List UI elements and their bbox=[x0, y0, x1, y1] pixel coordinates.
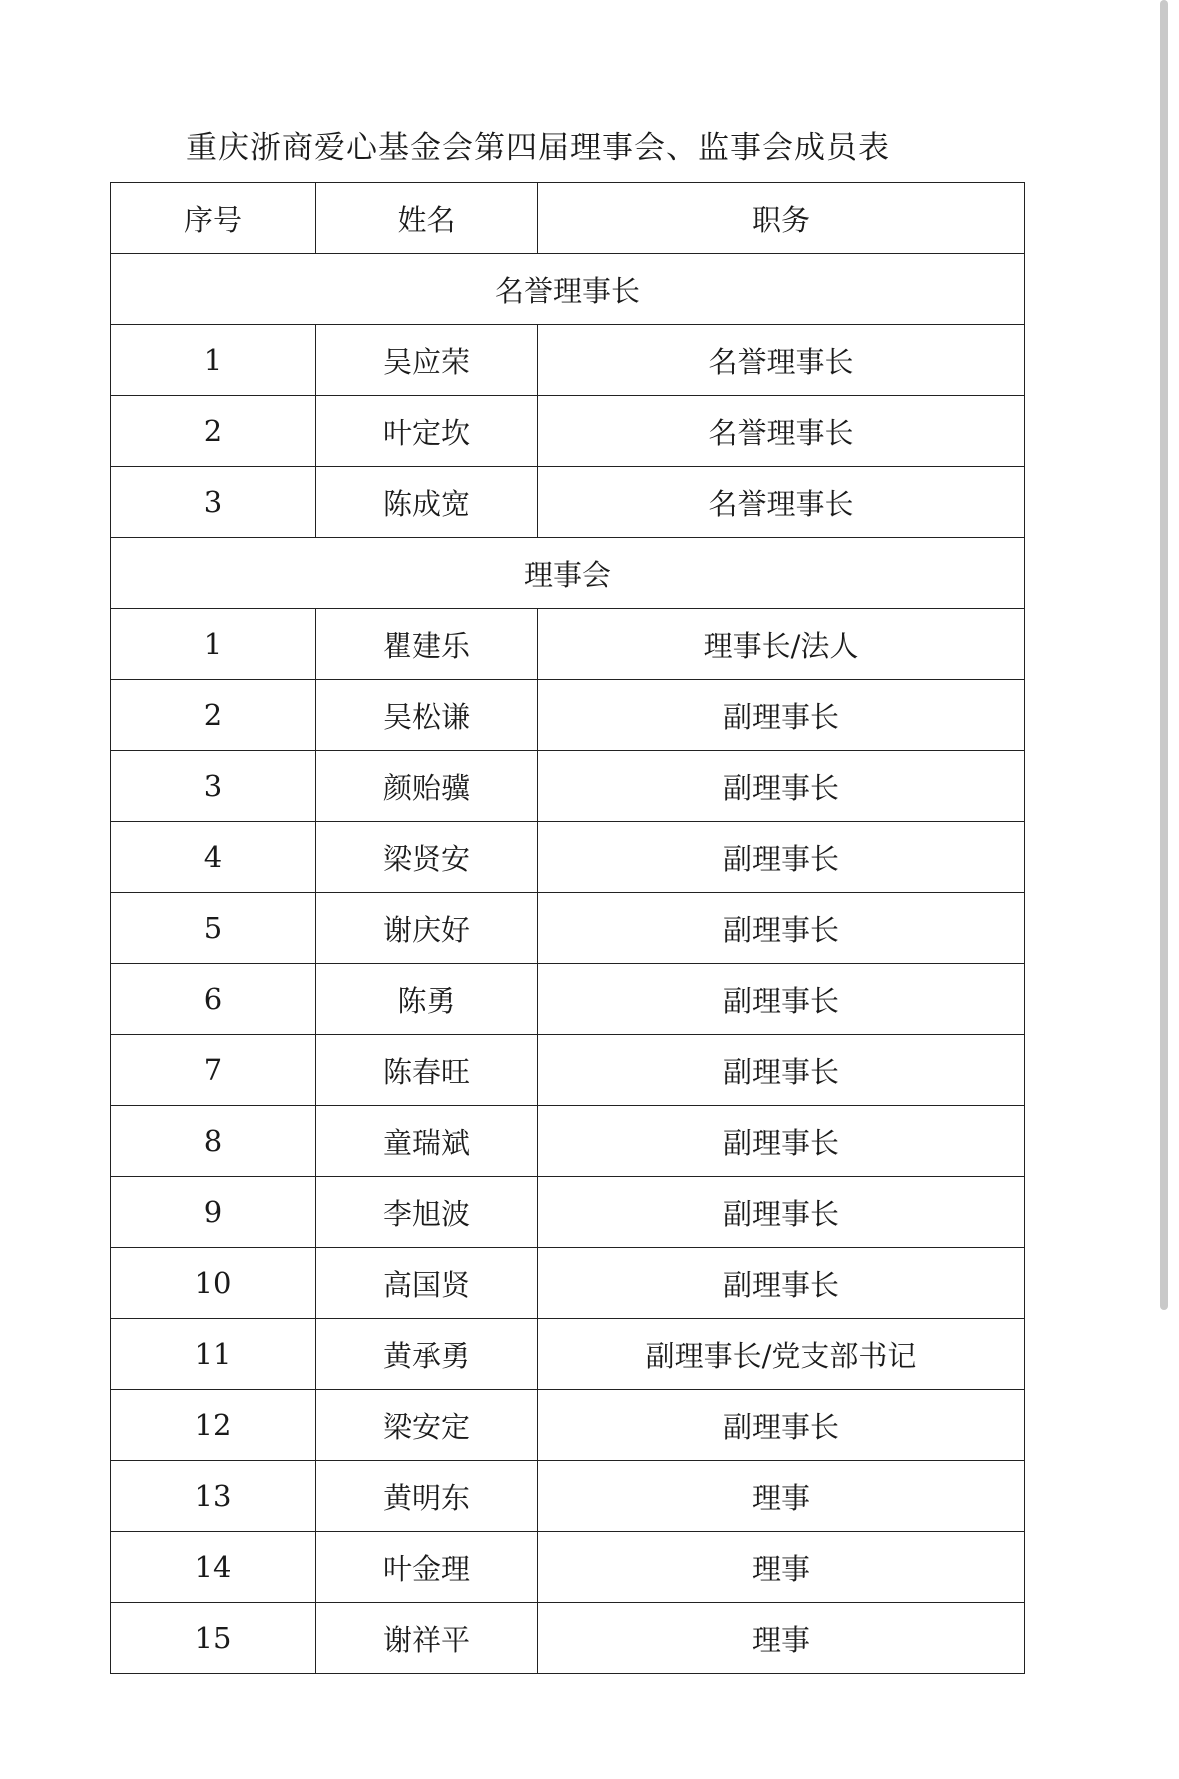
scrollbar[interactable] bbox=[1160, 0, 1168, 1310]
row-name: 叶定坎 bbox=[316, 396, 538, 467]
row-number: 9 bbox=[111, 1177, 316, 1248]
table-row bbox=[111, 609, 1025, 680]
row-position: 理事 bbox=[538, 1603, 1025, 1674]
table-row bbox=[111, 325, 1025, 396]
table-row bbox=[111, 1461, 1025, 1532]
row-number: 7 bbox=[111, 1035, 316, 1106]
row-name: 陈成宽 bbox=[316, 467, 538, 538]
row-name: 梁贤安 bbox=[316, 822, 538, 893]
row-number: 13 bbox=[111, 1461, 316, 1532]
row-name: 颜贻骥 bbox=[316, 751, 538, 822]
table-row bbox=[111, 467, 1025, 538]
header-number: 序号 bbox=[111, 183, 316, 254]
row-number: 1 bbox=[111, 325, 316, 396]
row-position: 副理事长 bbox=[538, 822, 1025, 893]
row-number: 1 bbox=[111, 609, 316, 680]
row-position: 理事 bbox=[538, 1461, 1025, 1532]
table-row bbox=[111, 1035, 1025, 1106]
row-name: 梁安定 bbox=[316, 1390, 538, 1461]
section-heading: 理事会 bbox=[111, 538, 1025, 609]
row-number: 2 bbox=[111, 680, 316, 751]
row-position: 副理事长 bbox=[538, 1248, 1025, 1319]
section-heading: 名誉理事长 bbox=[111, 254, 1025, 325]
row-position: 副理事长 bbox=[538, 1390, 1025, 1461]
row-name: 谢祥平 bbox=[316, 1603, 538, 1674]
section-row bbox=[111, 254, 1025, 325]
row-number: 3 bbox=[111, 467, 316, 538]
row-position: 副理事长/党支部书记 bbox=[538, 1319, 1025, 1390]
table-row bbox=[111, 751, 1025, 822]
row-name: 吴应荣 bbox=[316, 325, 538, 396]
row-name: 叶金理 bbox=[316, 1532, 538, 1603]
row-position: 副理事长 bbox=[538, 1106, 1025, 1177]
row-number: 14 bbox=[111, 1532, 316, 1603]
row-number: 10 bbox=[111, 1248, 316, 1319]
row-name: 瞿建乐 bbox=[316, 609, 538, 680]
row-number: 15 bbox=[111, 1603, 316, 1674]
row-position: 副理事长 bbox=[538, 1177, 1025, 1248]
members-table bbox=[110, 182, 1025, 1674]
row-name: 陈勇 bbox=[316, 964, 538, 1035]
table-body bbox=[111, 254, 1025, 1674]
row-number: 4 bbox=[111, 822, 316, 893]
row-number: 8 bbox=[111, 1106, 316, 1177]
section-row bbox=[111, 538, 1025, 609]
row-name: 高国贤 bbox=[316, 1248, 538, 1319]
row-number: 11 bbox=[111, 1319, 316, 1390]
header-position: 职务 bbox=[538, 183, 1025, 254]
row-position: 理事长/法人 bbox=[538, 609, 1025, 680]
row-position: 名誉理事长 bbox=[538, 396, 1025, 467]
table-row bbox=[111, 1319, 1025, 1390]
row-position: 副理事长 bbox=[538, 680, 1025, 751]
table-row bbox=[111, 1106, 1025, 1177]
header-name: 姓名 bbox=[316, 183, 538, 254]
row-position: 名誉理事长 bbox=[538, 325, 1025, 396]
row-name: 陈春旺 bbox=[316, 1035, 538, 1106]
row-position: 副理事长 bbox=[538, 1035, 1025, 1106]
row-position: 名誉理事长 bbox=[538, 467, 1025, 538]
table-row bbox=[111, 1177, 1025, 1248]
table-row bbox=[111, 964, 1025, 1035]
document-title: 重庆浙商爱心基金会第四届理事会、监事会成员表 bbox=[186, 130, 890, 166]
row-name: 谢庆好 bbox=[316, 893, 538, 964]
row-number: 3 bbox=[111, 751, 316, 822]
row-position: 副理事长 bbox=[538, 964, 1025, 1035]
row-name: 李旭波 bbox=[316, 1177, 538, 1248]
row-number: 6 bbox=[111, 964, 316, 1035]
table-row bbox=[111, 1248, 1025, 1319]
row-position: 副理事长 bbox=[538, 751, 1025, 822]
table-row bbox=[111, 822, 1025, 893]
row-name: 吴松谦 bbox=[316, 680, 538, 751]
table-row bbox=[111, 1603, 1025, 1674]
row-position: 理事 bbox=[538, 1532, 1025, 1603]
row-number: 12 bbox=[111, 1390, 316, 1461]
row-position: 副理事长 bbox=[538, 893, 1025, 964]
table-row bbox=[111, 893, 1025, 964]
table-row bbox=[111, 680, 1025, 751]
table-row bbox=[111, 1390, 1025, 1461]
table-header-row bbox=[111, 183, 1025, 254]
row-name: 童瑞斌 bbox=[316, 1106, 538, 1177]
row-name: 黄承勇 bbox=[316, 1319, 538, 1390]
table-row bbox=[111, 396, 1025, 467]
row-name: 黄明东 bbox=[316, 1461, 538, 1532]
row-number: 5 bbox=[111, 893, 316, 964]
table-row bbox=[111, 1532, 1025, 1603]
row-number: 2 bbox=[111, 396, 316, 467]
